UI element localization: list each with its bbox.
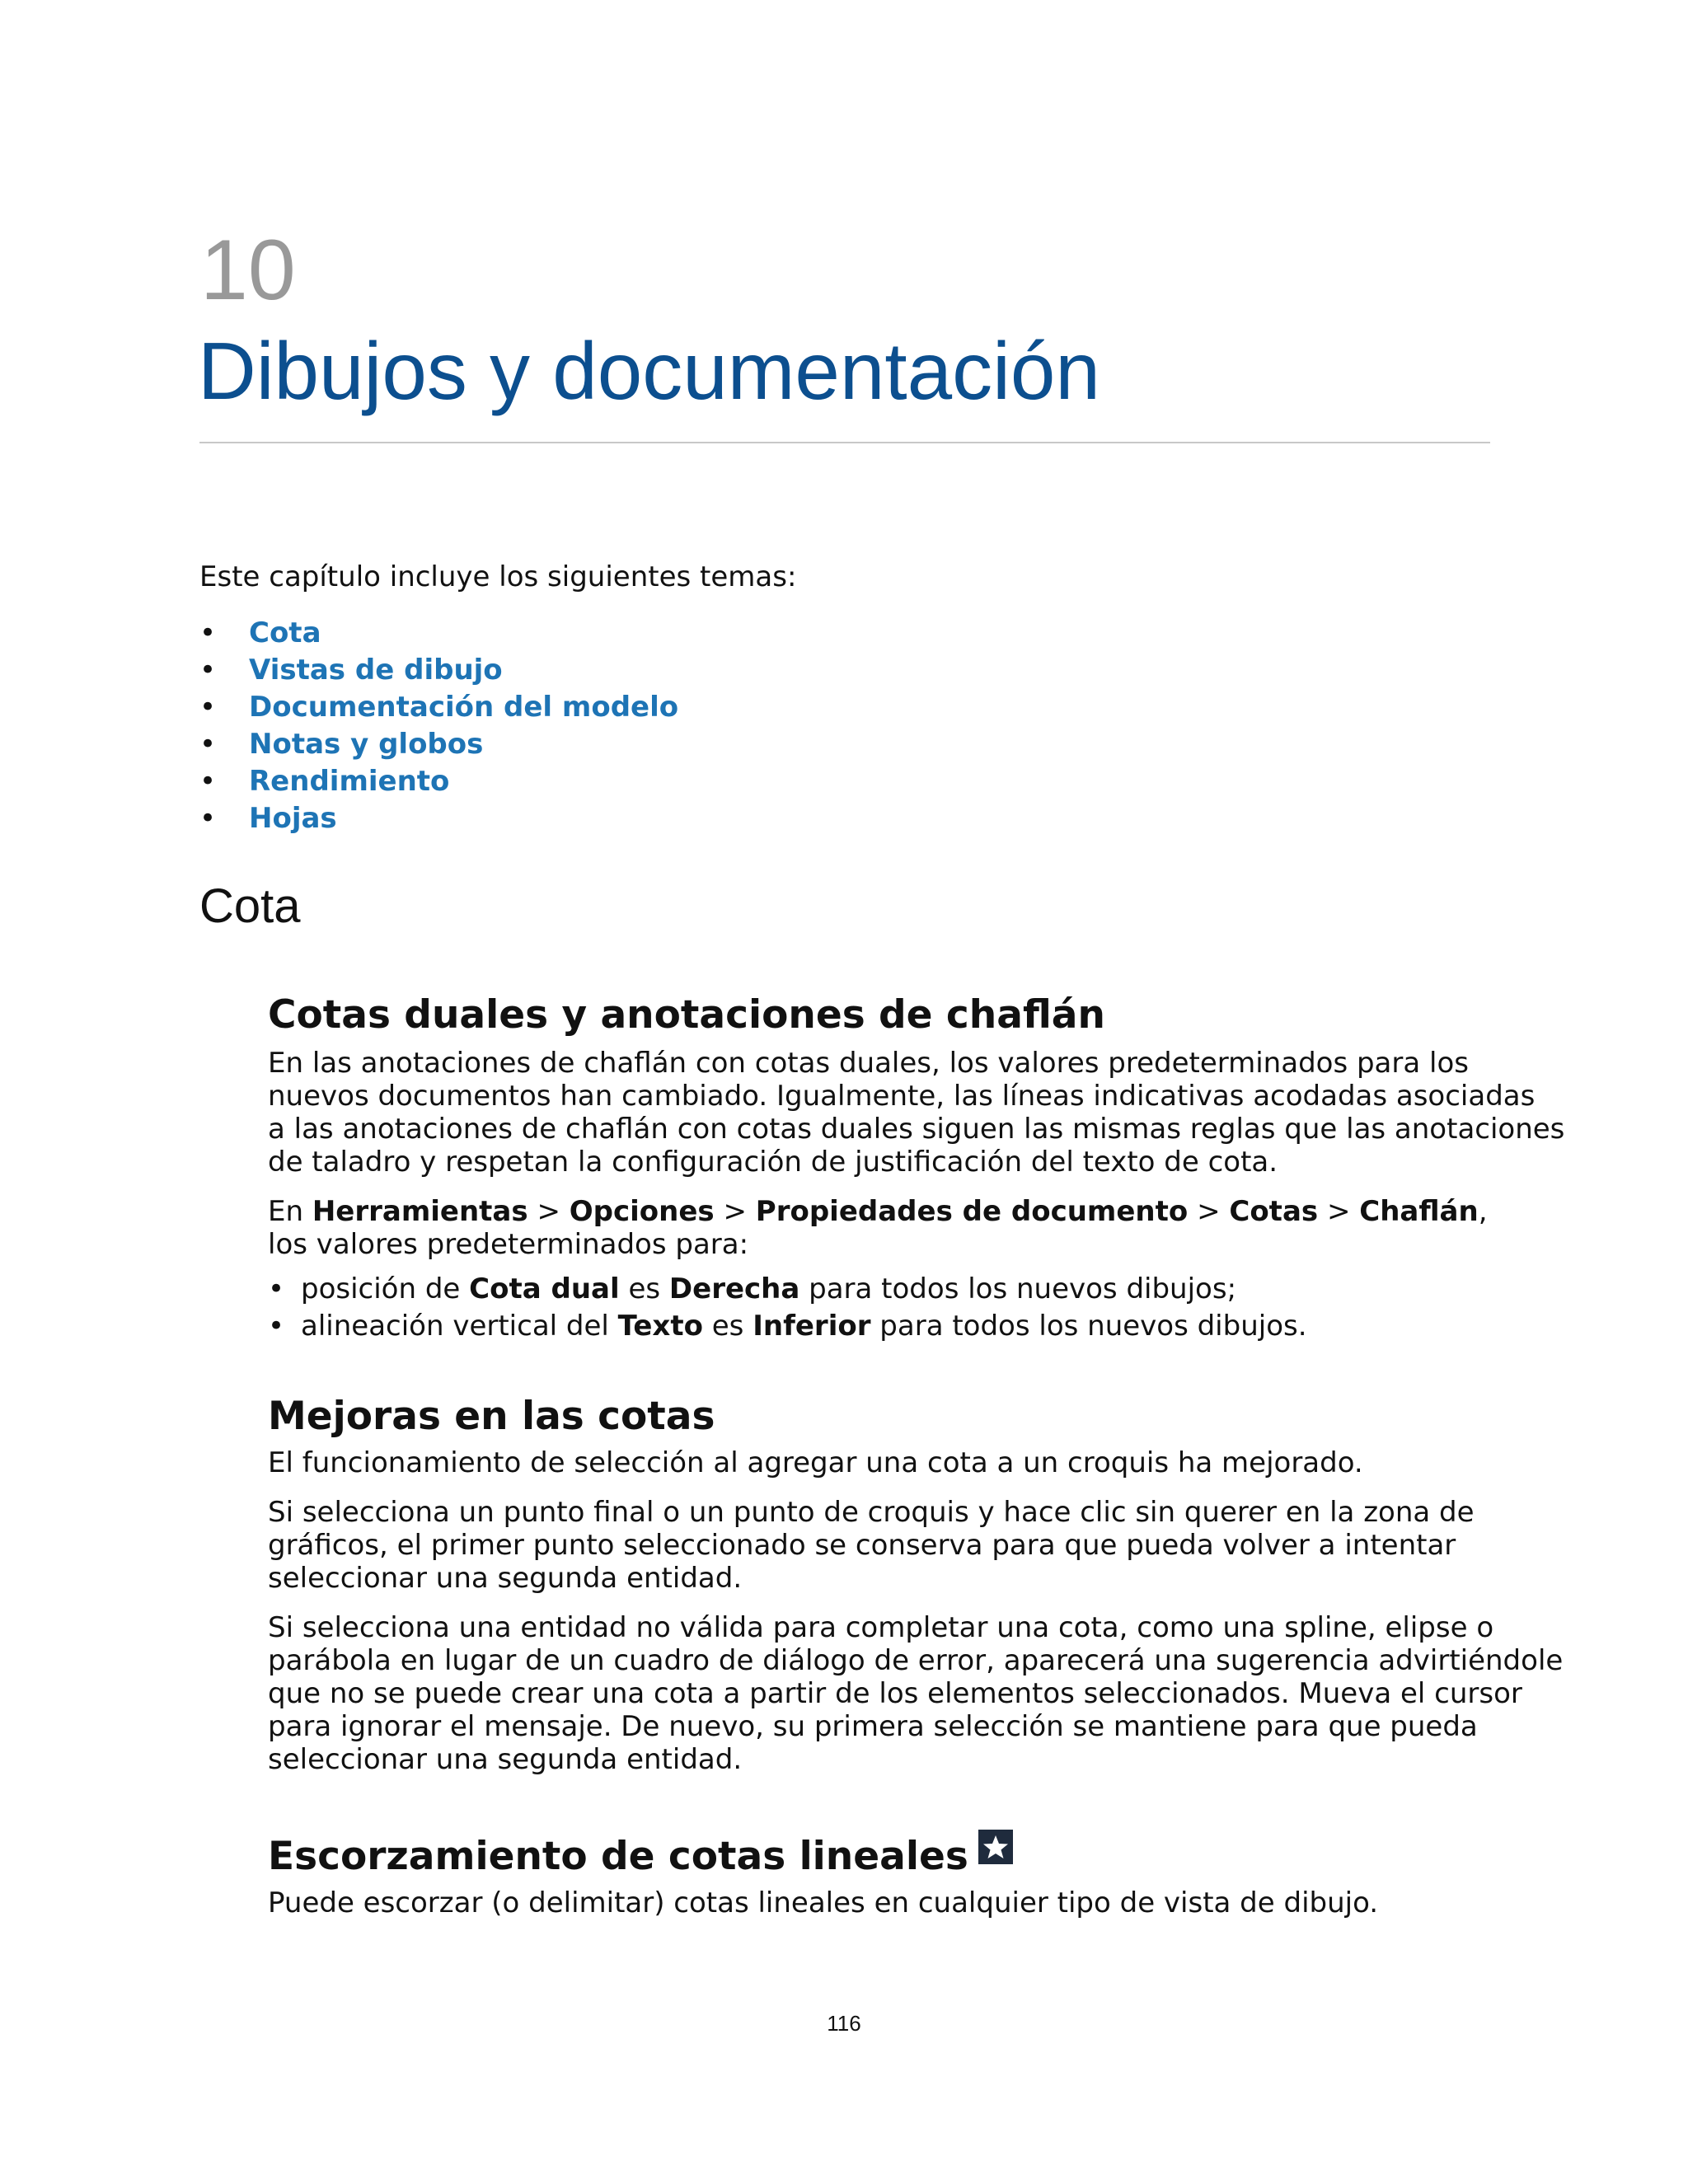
separator: >	[537, 1195, 560, 1228]
paragraph-line: En las anotaciones de chaflán con cotas duales, los valores predeterminados para los	[268, 1047, 1469, 1080]
bold-term: Derecha	[668, 1272, 800, 1305]
topic-item	[199, 689, 678, 726]
paragraph-line: para ignorar el mensaje. De nuevo, su primera selección se mantiene para que pueda	[268, 1710, 1478, 1743]
subsection-linear-foreshortening	[268, 1830, 1504, 1919]
menu-path-item: Herramientas	[312, 1195, 528, 1228]
topic-item	[199, 726, 678, 763]
paragraph-line: Si selecciona una entidad no válida para completar una cota, como una spline, elipse o	[268, 1611, 1494, 1644]
separator: >	[1197, 1195, 1221, 1228]
chapter-number: 10	[200, 223, 296, 318]
text-fragment: para todos los nuevos dibujos.	[879, 1310, 1307, 1343]
separator: >	[1326, 1195, 1351, 1228]
subsection-title: Cotas duales y anotaciones de chaflán	[268, 992, 1105, 1038]
paragraph-line: gráficos, el primer punto seleccionado se conserva para que pueda volver a intentar	[268, 1529, 1456, 1562]
paragraph-line: parábola en lugar de un cuadro de diálogo de error, aparecerá una sugerencia advirtiéndole	[268, 1644, 1564, 1677]
menu-path-item: Propiedades de documento	[755, 1195, 1189, 1228]
page-number: 116	[827, 2011, 861, 2036]
text-fragment: alineación vertical del	[301, 1310, 609, 1343]
separator: >	[723, 1195, 747, 1228]
bullet-icon: •	[199, 728, 217, 761]
list-item	[268, 1271, 1504, 1308]
topic-link-rendimiento[interactable]: Rendimiento	[249, 765, 450, 798]
topic-item	[199, 800, 678, 837]
menu-path-item: Cotas	[1229, 1195, 1319, 1228]
bold-term: Cota dual	[469, 1272, 620, 1305]
subsection-title: Escorzamiento de cotas lineales	[268, 1834, 968, 1879]
paragraph-line: Puede escorzar (o delimitar) cotas lineales en cualquier tipo de vista de dibujo.	[268, 1886, 1379, 1919]
topic-list	[199, 615, 678, 837]
paragraph-line: seleccionar una segunda entidad.	[268, 1562, 743, 1595]
topic-item	[199, 615, 678, 652]
paragraph-line: de taladro y respetan la configuración de justificación del texto de cota.	[268, 1146, 1278, 1179]
subsection-title-row	[268, 1830, 1504, 1882]
topic-link-documentacion-del-modelo[interactable]: Documentación del modelo	[249, 691, 679, 724]
paragraph-line: a las anotaciones de chaflán con cotas duales siguen las mismas reglas que las anotaciones	[268, 1113, 1565, 1146]
bullet-icon: •	[199, 654, 217, 687]
paragraph-line: los valores predeterminados para:	[268, 1228, 749, 1261]
text-fragment: es	[628, 1272, 661, 1305]
paragraph-line: El funcionamiento de selección al agregar una cota a un croquis ha mejorado.	[268, 1446, 1363, 1479]
chapter-divider	[199, 442, 1490, 443]
topic-link-hojas[interactable]: Hojas	[249, 802, 337, 835]
subsection-dimension-improvements	[268, 1392, 1564, 1776]
section-title: Cota	[199, 879, 301, 933]
paragraph-line: Si selecciona un punto final o un punto de croquis y hace clic sin querer en la zona de	[268, 1496, 1475, 1529]
chapter-title: Dibujos y documentación	[198, 326, 1100, 416]
paragraph-line: nuevos documentos han cambiado. Igualmente, las líneas indicativas acodadas asociadas	[268, 1080, 1536, 1113]
bold-term: Inferior	[753, 1310, 871, 1343]
list-item	[268, 1308, 1504, 1345]
menu-path-item: Opciones	[569, 1195, 715, 1228]
star-icon	[978, 1830, 1013, 1864]
text-fragment: es	[711, 1310, 744, 1343]
subsection-dual-dimensions	[268, 991, 1565, 1345]
topic-link-vistas-de-dibujo[interactable]: Vistas de dibujo	[249, 654, 503, 687]
paragraph-line: que no se puede crear una cota a partir de los elementos seleccionados. Mueva el cursor	[268, 1677, 1522, 1710]
menu-path-item: Chaflán	[1359, 1195, 1479, 1228]
bullet-icon: •	[199, 765, 217, 798]
topic-link-notas-y-globos[interactable]: Notas y globos	[249, 728, 484, 761]
bullet-icon: •	[199, 691, 217, 724]
settings-list	[268, 1271, 1504, 1345]
bullet-icon: •	[199, 616, 217, 649]
topic-item	[199, 652, 678, 689]
paragraph-line: seleccionar una segunda entidad.	[268, 1743, 743, 1776]
text-fragment: posición de	[301, 1272, 461, 1305]
intro-text: Este capítulo incluye los siguientes temas:	[199, 560, 797, 593]
text-fragment: ,	[1478, 1195, 1488, 1228]
menu-path-paragraph	[268, 1195, 1504, 1228]
bullet-icon: •	[268, 1310, 285, 1343]
topic-link-cota[interactable]: Cota	[249, 616, 321, 649]
bullet-icon: •	[199, 802, 217, 835]
text-fragment: para todos los nuevos dibujos;	[809, 1272, 1237, 1305]
bullet-icon: •	[268, 1272, 285, 1305]
bold-term: Texto	[617, 1310, 703, 1343]
subsection-title: Mejoras en las cotas	[268, 1394, 715, 1439]
text-fragment: En	[268, 1195, 304, 1228]
topic-item	[199, 763, 678, 800]
